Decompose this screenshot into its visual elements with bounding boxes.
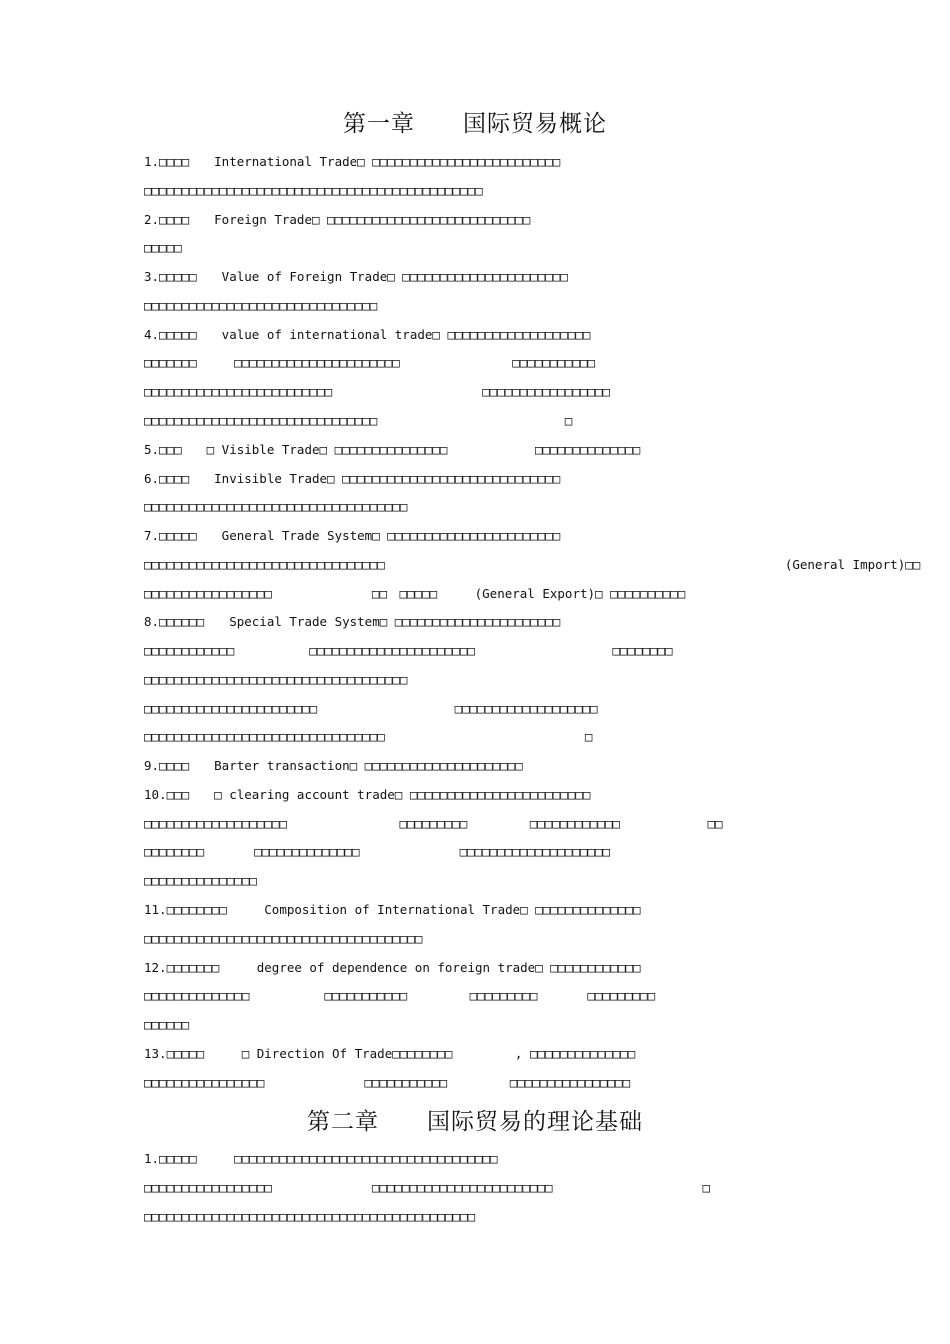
text-line: □□□□□□□□□□□□□□□□ □□□□□□□□□□□ □□□□□□□□□□□□□□□□ — [144, 1075, 631, 1090]
text-line: □□□□□□□□□□□□□□ □□□□□□□□□□□ □□□□□□□□□ □□□□□□□□□ — [144, 988, 656, 1003]
text-line: 6.□□□□ Invisible Trade□ □□□□□□□□□□□□□□□□□□□□□□□□□□□□□ — [144, 471, 561, 486]
text-line: □□□□□□□□□□□□□□□□□□□□□□□□□□□□□□□□□□□□□ — [144, 931, 423, 946]
text-line: 11.□□□□□□□□ Composition of International Trade□ □□□□□□□□□□□□□□ — [144, 902, 641, 917]
text-line: □□□□□□□□□□□□□□□□□ □□□□□□□□□□□□□□□□□□□□□□□□ □ — [144, 1180, 711, 1195]
text-line: □□□□□□□□□□□□□□□□□□□□□□□□□□□□□□□□ (General Import)□□ — [144, 557, 921, 572]
text-line: □□□□□□□□□□□□□□□□□□□□□□□□□□□□□□□□ □ — [144, 729, 593, 744]
text-line: 1.□□□□□ □□□□□□□□□□□□□□□□□□□□□□□□□□□□□□□□□□□ — [144, 1151, 498, 1166]
text-line: □□□□□ — [144, 240, 182, 255]
text-line: □□□□□□□□□□□□□□□□□□□□□□□□□□□□□□□ — [144, 298, 378, 313]
text-line: □□□□□□□□□□□□□□□□□□□□□□□ □□□□□□□□□□□□□□□□□□□ — [144, 701, 598, 716]
text-line: □□□□□□ — [144, 1017, 190, 1032]
text-line: 1.□□□□ International Trade□ □□□□□□□□□□□□□□□□□□□□□□□□□ — [144, 154, 561, 169]
text-line: □□□□□□□□□□□□□□□ — [144, 873, 257, 888]
text-line: □□□□□□□□ □□□□□□□□□□□□□□ □□□□□□□□□□□□□□□□□□□□ — [144, 844, 611, 859]
text-line: □□□□□□□□□□□□ □□□□□□□□□□□□□□□□□□□□□□ □□□□□□□□ — [144, 643, 673, 658]
text-line: 3.□□□□□ Value of Foreign Trade□ □□□□□□□□□□□□□□□□□□□□□□ — [144, 269, 568, 284]
text-line: □□□□□□□□□□□□□□□□□□□ □□□□□□□□□ □□□□□□□□□□□□ □□ — [144, 816, 723, 831]
text-line: 4.□□□□□ value of international trade□ □□□□□□□□□□□□□□□□□□□ — [144, 327, 591, 342]
text-line: 8.□□□□□□ Special Trade System□ □□□□□□□□□□□□□□□□□□□□□□ — [144, 614, 561, 629]
text-line: 2.□□□□ Foreign Trade□ □□□□□□□□□□□□□□□□□□□□□□□□□□□ — [144, 212, 531, 227]
text-line: □□□□□□□□□□□□□□□□□□□□□□□□□ □□□□□□□□□□□□□□□□□ — [144, 384, 611, 399]
text-line: 13.□□□□□ □ Direction Of Trade□□□□□□□□ , □□□□□□□□□□□□□□ — [144, 1046, 636, 1061]
chapter-2-title: 第二章 国际贸易的理论基础 — [307, 1109, 643, 1135]
chapter-1-title: 第一章 国际贸易概论 — [343, 111, 607, 137]
text-line: 5.□□□ □ Visible Trade□ □□□□□□□□□□□□□□□ □□□□□□□□□□□□□□ — [144, 442, 641, 457]
text-line: 12.□□□□□□□ degree of dependence on foreign trade□ □□□□□□□□□□□□ — [144, 960, 641, 975]
text-line: □□□□□□□□□□□□□□□□□ □□ □□□□□ (General Export)□ □□□□□□□□□□ — [144, 586, 686, 601]
text-line: 7.□□□□□ General Trade System□ □□□□□□□□□□□□□□□□□□□□□□□ — [144, 528, 561, 543]
text-line: □□□□□□□□□□□□□□□□□□□□□□□□□□□□□□□□□□□□□□□□□□□□□ — [144, 183, 483, 198]
text-line: □□□□□□□□□□□□□□□□□□□□□□□□□□□□□□□□□□□ — [144, 672, 408, 687]
text-line: 10.□□□ □ clearing account trade□ □□□□□□□□□□□□□□□□□□□□□□□□ — [144, 787, 591, 802]
text-line: □□□□□□□□□□□□□□□□□□□□□□□□□□□□□□□ □ — [144, 413, 573, 428]
text-line: □□□□□□□□□□□□□□□□□□□□□□□□□□□□□□□□□□□□□□□□□□□□ — [144, 1209, 476, 1224]
text-line: □□□□□□□□□□□□□□□□□□□□□□□□□□□□□□□□□□□ — [144, 499, 408, 514]
text-line: 9.□□□□ Barter transaction□ □□□□□□□□□□□□□□□□□□□□□ — [144, 758, 523, 773]
text-line: □□□□□□□ □□□□□□□□□□□□□□□□□□□□□□ □□□□□□□□□□□ — [144, 355, 596, 370]
